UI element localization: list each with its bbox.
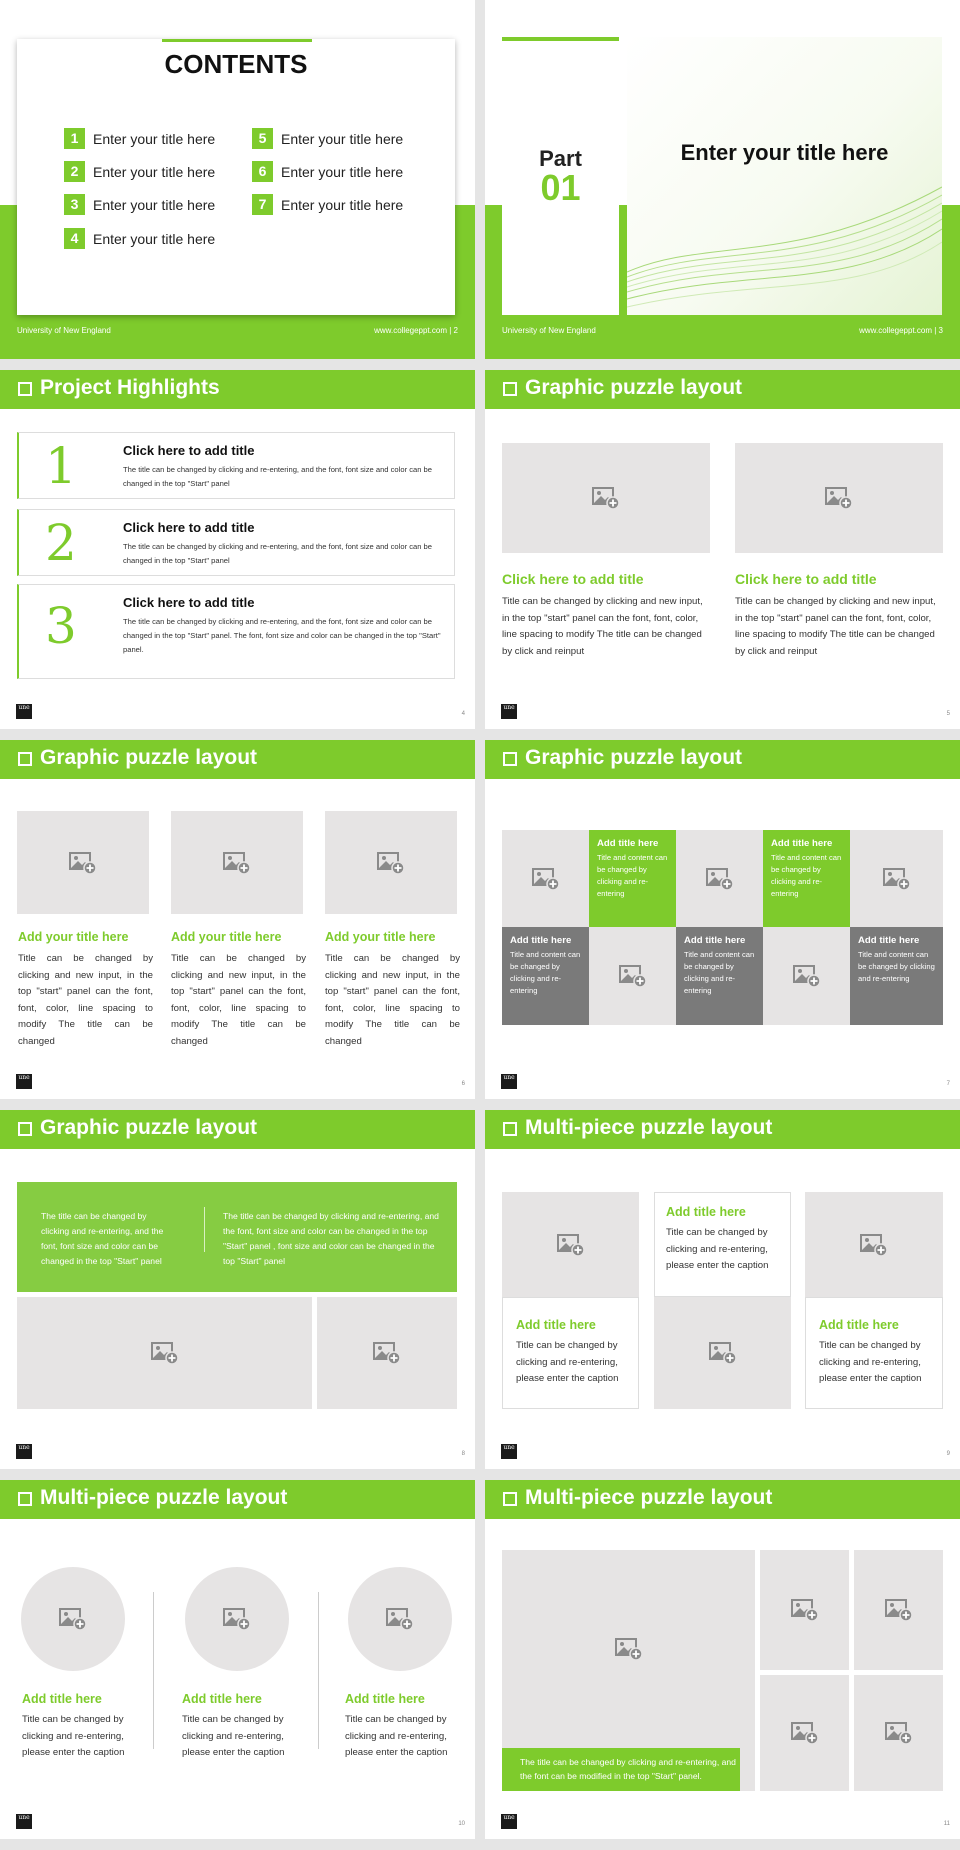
tile-text: Title and content can be changed by clicking and re-entering	[771, 853, 842, 898]
tile-title: Add title here	[684, 935, 746, 946]
image-placeholder[interactable]	[763, 927, 850, 1025]
image-add-icon	[69, 851, 97, 875]
tile-title: Add title here	[510, 935, 572, 946]
part-panel	[502, 37, 619, 315]
une-logo: une	[501, 704, 517, 719]
image-add-icon	[557, 1233, 585, 1257]
une-logo: une	[501, 1814, 517, 1829]
item-number: 2	[64, 161, 85, 182]
tile-text: Title and content can be changed by clicking and re-entering	[858, 950, 935, 983]
page-number: 4	[461, 711, 465, 717]
image-add-icon	[373, 1341, 401, 1365]
circle-image-placeholder[interactable]	[348, 1567, 452, 1671]
slide-multi-piece-1	[485, 1110, 960, 1469]
contents-item-7[interactable]	[252, 194, 403, 215]
item-label: Enter your title here	[281, 196, 404, 213]
page-number: 5	[946, 711, 950, 717]
image-add-icon	[223, 851, 251, 875]
highlight-desc: The title can be changed by clicking and re-entering, and the font, font size and color can be changed in the top "Start" panel	[123, 465, 433, 488]
checkbox-icon	[503, 1122, 517, 1136]
image-add-icon	[386, 1607, 414, 1631]
une-logo: une	[16, 704, 32, 719]
caption-box[interactable]	[654, 1192, 791, 1297]
image-placeholder[interactable]	[805, 1192, 943, 1297]
title-accent	[162, 39, 312, 42]
column-title: Add your title here	[171, 930, 282, 944]
caption-text: Title can be changed by clicking and re-entering, please enter the caption	[516, 1340, 619, 1385]
image-add-icon	[619, 964, 647, 988]
text-tile[interactable]	[850, 927, 943, 1025]
page-number: 7	[946, 1081, 950, 1087]
mosaic-caption: The title can be changed by clicking and re-entering, and the font can be modified in the top "Start" panel.	[502, 1748, 740, 1791]
tile-text: Title and content can be changed by clicking and re-entering	[510, 950, 581, 995]
slide-multi-piece-circles	[0, 1480, 475, 1839]
une-logo: une	[16, 1814, 32, 1829]
banner-text-right: The title can be changed by clicking and re-entering, and the font, font size and color can be changed in the top "Start" panel , font size and color can be changed in the top "Start" panel	[223, 1211, 439, 1266]
column-text: Title can be changed by clicking and new input, in the top "start" panel can the font, font, color, line spacing to modify The title can be changed	[171, 953, 306, 1047]
slide-header	[485, 370, 960, 409]
column-text: Title can be changed by clicking and new input, in the top "start" panel can the font, font, color, line spacing to modify The title can be changed	[325, 953, 460, 1047]
slide-header	[485, 740, 960, 779]
part-label: Part	[539, 146, 582, 171]
column-title: Click here to add title	[502, 571, 644, 587]
column-text: Title can be changed by clicking and new input, in the top "start" panel can the font, font, color, line spacing to modify The title can be changed	[18, 953, 153, 1047]
slide-header	[485, 1110, 960, 1149]
circle-text: Title can be changed by clicking and re-entering, please enter the caption	[345, 1714, 448, 1759]
circle-image-placeholder[interactable]	[21, 1567, 125, 1671]
caption-text: Title can be changed by clicking and re-entering, please enter the caption	[666, 1227, 769, 1272]
checkbox-icon	[503, 1492, 517, 1506]
item-label: Enter your title here	[93, 196, 216, 213]
image-add-icon	[709, 1341, 737, 1365]
contents-card	[17, 39, 455, 315]
wave-decoration	[627, 37, 942, 315]
image-placeholder[interactable]	[676, 830, 763, 927]
image-placeholder[interactable]	[760, 1675, 849, 1791]
tile-text: Title and content can be changed by clicking and re-entering	[597, 853, 668, 898]
image-add-icon	[883, 867, 911, 891]
contents-item-4[interactable]	[64, 228, 215, 249]
highlight-title: Click here to add title	[123, 520, 255, 535]
highlight-number: 2	[45, 514, 77, 572]
circle-title: Add title here	[345, 1692, 425, 1706]
image-placeholder[interactable]	[654, 1297, 791, 1409]
highlight-desc: The title can be changed by clicking and re-entering, and the font, font size and color can be changed in the top "Start" panel	[123, 542, 433, 565]
image-placeholder[interactable]	[735, 443, 943, 553]
highlight-number: 3	[45, 597, 77, 655]
image-placeholder[interactable]	[325, 811, 457, 914]
image-placeholder[interactable]	[854, 1675, 943, 1791]
image-placeholder[interactable]	[171, 811, 303, 914]
circle-text: Title can be changed by clicking and re-entering, please enter the caption	[22, 1714, 125, 1759]
image-add-icon	[825, 486, 853, 510]
slide-title: Graphic puzzle layout	[525, 746, 743, 769]
checkbox-icon	[503, 382, 517, 396]
slide-title: Graphic puzzle layout	[525, 376, 743, 399]
caption-title: Add title here	[819, 1318, 899, 1332]
highlight-number: 1	[45, 437, 77, 495]
image-add-icon	[532, 867, 560, 891]
item-number: 3	[64, 194, 85, 215]
tile-title: Add title here	[771, 838, 833, 849]
item-label: Enter your title here	[93, 163, 216, 180]
slide-title: Multi-piece puzzle layout	[525, 1486, 773, 1509]
contents-item-3[interactable]	[64, 194, 215, 215]
page-number: 6	[461, 1081, 465, 1087]
footer-left: University of New England	[17, 326, 111, 335]
slide-graphic-puzzle-2	[485, 370, 960, 729]
tile-text: Title and content can be changed by clicking and re-entering	[684, 950, 755, 995]
part-title-panel	[627, 37, 942, 315]
checkbox-icon	[18, 1492, 32, 1506]
footer-left: University of New England	[502, 326, 596, 335]
green-banner	[17, 1182, 457, 1292]
highlight-item[interactable]	[17, 432, 455, 499]
column-title: Click here to add title	[735, 571, 877, 587]
image-add-icon	[615, 1637, 643, 1661]
banner-text-left: The title can be changed by clicking and re-entering, and the font, font size and color can be changed in the top "Start" panel	[41, 1211, 164, 1266]
highlight-desc: The title can be changed by clicking and re-entering, and the font, font size and color can be changed in the top "Start" panel. The font, font size and color can be changed in the top "Start" panel.	[123, 617, 441, 654]
image-placeholder[interactable]	[317, 1297, 457, 1409]
image-add-icon	[860, 1233, 888, 1257]
part-title: Enter your title here	[680, 140, 889, 165]
caption-box[interactable]	[502, 1297, 639, 1409]
highlight-item[interactable]	[17, 584, 455, 679]
column-divider	[153, 1592, 154, 1749]
caption-title: Add title here	[666, 1205, 746, 1219]
slide-title: Project Highlights	[40, 376, 220, 399]
column-text: Title can be changed by clicking and new input, in the top "start" panel can the font, font, color, line spacing to modify The title can be changed by click and reinput	[502, 596, 703, 657]
image-placeholder[interactable]	[502, 1192, 639, 1297]
text-tile[interactable]	[502, 927, 589, 1025]
image-placeholder[interactable]	[502, 443, 710, 553]
slide-title: Multi-piece puzzle layout	[40, 1486, 288, 1509]
image-add-icon	[885, 1721, 913, 1745]
column-divider	[318, 1592, 319, 1749]
slide-multi-piece-mosaic	[485, 1480, 960, 1839]
slide-graphic-puzzle-3	[0, 740, 475, 1099]
tile-title: Add title here	[597, 838, 659, 849]
slide-header	[485, 1480, 960, 1519]
slide-part	[485, 0, 960, 359]
column-text: Title can be changed by clicking and new input, in the top "start" panel can the font, font, color, line spacing to modify The title can be changed by click and reinput	[735, 596, 936, 657]
tile-title: Add title here	[858, 935, 920, 946]
page-number: 8	[461, 1451, 465, 1457]
caption-text: Title can be changed by clicking and re-entering, please enter the caption	[819, 1340, 922, 1385]
slide-header	[0, 740, 475, 779]
image-placeholder[interactable]	[850, 830, 943, 927]
image-add-icon	[151, 1341, 179, 1365]
text-tile[interactable]	[589, 830, 676, 927]
caption-title: Add title here	[516, 1318, 596, 1332]
une-logo: une	[16, 1074, 32, 1089]
slide-graphic-puzzle-tiles	[485, 740, 960, 1099]
slide-contents	[0, 0, 475, 359]
image-add-icon	[377, 851, 405, 875]
contents-title: CONTENTS	[164, 49, 308, 79]
highlight-title: Click here to add title	[123, 595, 255, 610]
image-add-icon	[59, 1607, 87, 1631]
slide-header	[0, 1110, 475, 1149]
page-number: 10	[458, 1821, 465, 1827]
image-placeholder[interactable]	[502, 830, 589, 927]
image-add-icon	[223, 1607, 251, 1631]
slide-header	[0, 1480, 475, 1519]
text-tile[interactable]	[676, 927, 763, 1025]
item-number: 6	[252, 161, 273, 182]
slide-header	[0, 370, 475, 409]
circle-title: Add title here	[182, 1692, 262, 1706]
column-title: Add your title here	[325, 930, 436, 944]
image-placeholder[interactable]	[854, 1550, 943, 1670]
slide-title: Graphic puzzle layout	[40, 1116, 258, 1139]
image-add-icon	[791, 1598, 819, 1622]
item-number: 5	[252, 128, 273, 149]
slide-graphic-puzzle-banner	[0, 1110, 475, 1469]
image-add-icon	[592, 486, 620, 510]
item-label: Enter your title here	[93, 130, 216, 147]
image-add-icon	[885, 1598, 913, 1622]
image-add-icon	[793, 964, 821, 988]
highlight-item[interactable]	[17, 509, 455, 576]
part-number: 01	[540, 167, 581, 208]
circle-image-placeholder[interactable]	[185, 1567, 289, 1671]
une-logo: une	[501, 1444, 517, 1459]
image-placeholder[interactable]	[17, 1297, 312, 1409]
slide-highlights	[0, 370, 475, 729]
circle-title: Add title here	[22, 1692, 102, 1706]
item-label: Enter your title here	[281, 130, 404, 147]
checkbox-icon	[503, 752, 517, 766]
slide-title: Multi-piece puzzle layout	[525, 1116, 773, 1139]
footer-right: www.collegeppt.com | 3	[859, 326, 943, 335]
contents-item-5[interactable]	[252, 128, 403, 149]
image-add-icon	[706, 867, 734, 891]
image-placeholder[interactable]	[17, 811, 149, 914]
footer-right: www.collegeppt.com | 2	[374, 326, 458, 335]
slide-title: Graphic puzzle layout	[40, 746, 258, 769]
item-label: Enter your title here	[281, 163, 404, 180]
page-number: 11	[943, 1821, 950, 1827]
checkbox-icon	[18, 382, 32, 396]
contents-item-2[interactable]	[64, 161, 215, 182]
contents-item-6[interactable]	[252, 161, 403, 182]
contents-item-1[interactable]	[64, 128, 215, 149]
checkbox-icon	[18, 752, 32, 766]
item-number: 4	[64, 228, 85, 249]
column-title: Add your title here	[18, 930, 129, 944]
image-placeholder[interactable]	[760, 1550, 849, 1670]
page-number: 9	[946, 1451, 950, 1457]
item-number: 1	[64, 128, 85, 149]
banner-divider	[204, 1207, 205, 1252]
image-placeholder[interactable]	[589, 927, 676, 1025]
highlight-title: Click here to add title	[123, 443, 255, 458]
caption-box[interactable]	[805, 1297, 943, 1409]
checkbox-icon	[18, 1122, 32, 1136]
image-add-icon	[791, 1721, 819, 1745]
une-logo: une	[16, 1444, 32, 1459]
text-tile[interactable]	[763, 830, 850, 927]
item-number: 7	[252, 194, 273, 215]
une-logo: une	[501, 1074, 517, 1089]
item-label: Enter your title here	[93, 230, 216, 247]
circle-text: Title can be changed by clicking and re-entering, please enter the caption	[182, 1714, 285, 1759]
